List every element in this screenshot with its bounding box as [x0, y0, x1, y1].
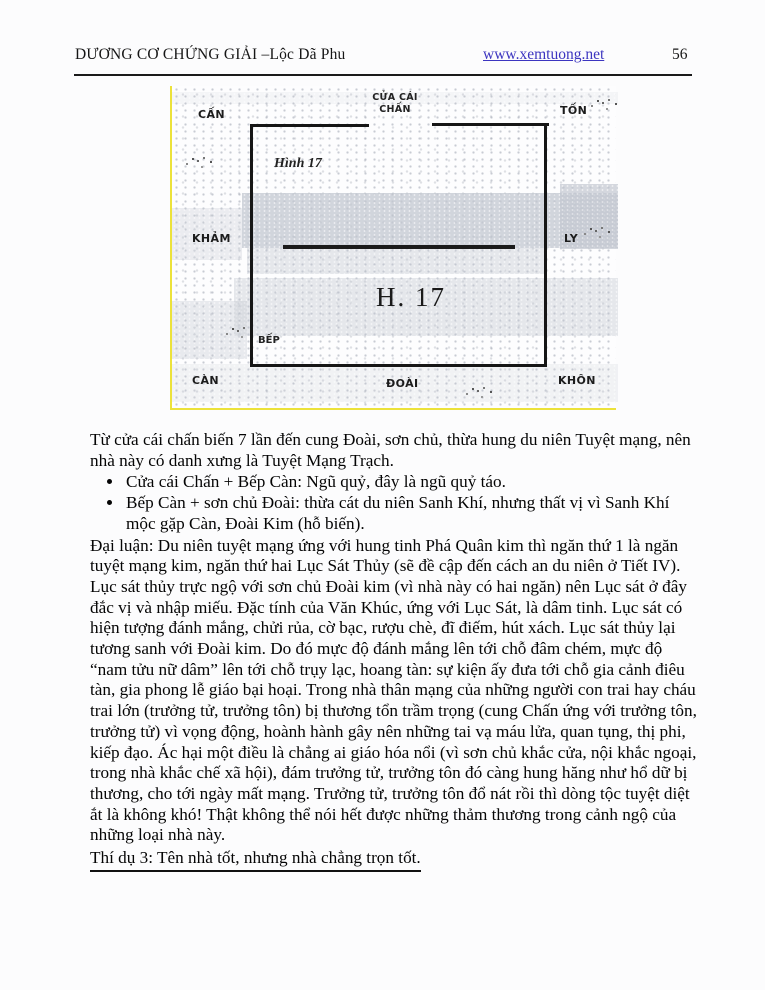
body-text [90, 430, 703, 872]
door-label-line2: CHẤN [379, 104, 411, 115]
label-khon-bottomright: KHÔN [558, 374, 596, 387]
door-label-line1: CỬA CÁI [372, 92, 418, 103]
label-door-chan [360, 92, 430, 116]
page-title: DƯƠNG CƠ CHỨNG GIẢI –Lộc Dã Phu [75, 46, 346, 63]
paragraph-intro: Từ cửa cái chấn biến 7 lần đến cung Đoài, sơn chủ, thừa hung du niên Tuyệt mạng, nên nhà này có danh xưng là Tuyệt Mạng Trạch. [90, 430, 691, 470]
paragraph-dai-luan: Đại luận: Du niên tuyệt mạng ứng với hung tinh Phá Quân kim thì ngăn thứ 1 là ngăn tuyệt mạng kim, ngăn thứ hai Lục Sát Thủy (sẽ đề cập đến cách an du niên ở Tiết IV). Lục sát thủy trực ngộ với sơn chủ Đoài kim (vì nhà này có hai ngăn) nên Lục sát ở đây đắc vị và nhập miếu. Đặc tính của Văn Khúc, ứng với Lục Sát, là dâm tinh. Lục sát có hiện tượng đánh mắng, chửi rủa, cờ bạc, rượu chè, đĩ điếm, hút xách. Lục sát thủy lại tương sanh với Đoài kim. Do đó mực độ đánh mắng lên tới chỗ đâm chém, mực độ “nam tửu nữ dâm” lên tới chỗ trụy lạc, hoang tàn: sự kiện ấy đưa tới chỗ gia cảnh điêu tàn, gia phong lễ giáo bại hoại. Trong nhà thân mạng của những người con trai hay cháu trai lớn (trưởng tử, trưởng tôn) bị thương tổn trầm trọng (cung Chấn ứng với trưởng tôn, trưởng tử) vì vọng động, hoành hành gây nên những tai vạ máu lửa, quan tụng, thị phi, kiếp đạo. Ác hại một điều là chẳng ai giáo hóa nổi (vì sơn chủ khắc cửa, nội khắc ngoại, trong nhà khắc chế xã hội), đám trưởng tử, trưởng tôn đó càng hung hăng như hổ dữ bị thương, cho tới ngày mất mạng. Trưởng tử, trưởng tôn đổ nát rồi thì dòng tộc tuyệt diệt ắt là không khó! Thật không thể nói hết được những thảm thương trong cảnh ngộ của những loại nhà này. [90, 535, 697, 845]
floorplan-figure [170, 86, 616, 410]
label-ly-right: LY [564, 232, 579, 245]
scan-speck-cluster [232, 328, 234, 330]
scan-speck-cluster [590, 228, 592, 230]
header-divider [74, 74, 692, 76]
house-top-wall-left [250, 124, 369, 127]
bullet-item: • Bếp Càn + sơn chủ Đoài: thừa cát du niên Sanh Khí, nhưng thất vị vì Sanh Khí mộc gặp Càn, Đoài Kim (hỗ biến). [124, 493, 703, 534]
house-top-wall-right [432, 123, 549, 126]
label-kitchen-bep: BẾP [258, 335, 280, 346]
figure-caption-hinh17: Hình 17 [274, 156, 322, 171]
website-link[interactable]: www.xemtuong.net [483, 46, 605, 63]
page-number: 56 [672, 46, 688, 63]
scan-speck-cluster [472, 388, 474, 390]
label-ton-topright: TỐN [560, 104, 588, 117]
scan-noise-band [172, 301, 247, 359]
example3-heading: Thí dụ 3: Tên nhà tốt, nhưng nhà chẳng trọn tốt. [90, 848, 421, 872]
label-can-bottomleft: CÀN [192, 374, 219, 387]
label-can-topleft: CẤN [198, 108, 225, 121]
bullet-list [90, 472, 703, 534]
label-kham-left: KHẢM [192, 232, 231, 245]
label-doai-bottom: ĐOÀI [386, 377, 419, 390]
house-dividing-wall [283, 245, 515, 249]
figure-caption-h17: H. 17 [376, 282, 446, 312]
scan-speck-cluster [597, 100, 599, 102]
scan-speck-cluster [192, 158, 194, 160]
bullet-item: • Cửa cái Chấn + Bếp Càn: Ngũ quỷ, đây là ngũ quỷ táo. [124, 472, 703, 493]
